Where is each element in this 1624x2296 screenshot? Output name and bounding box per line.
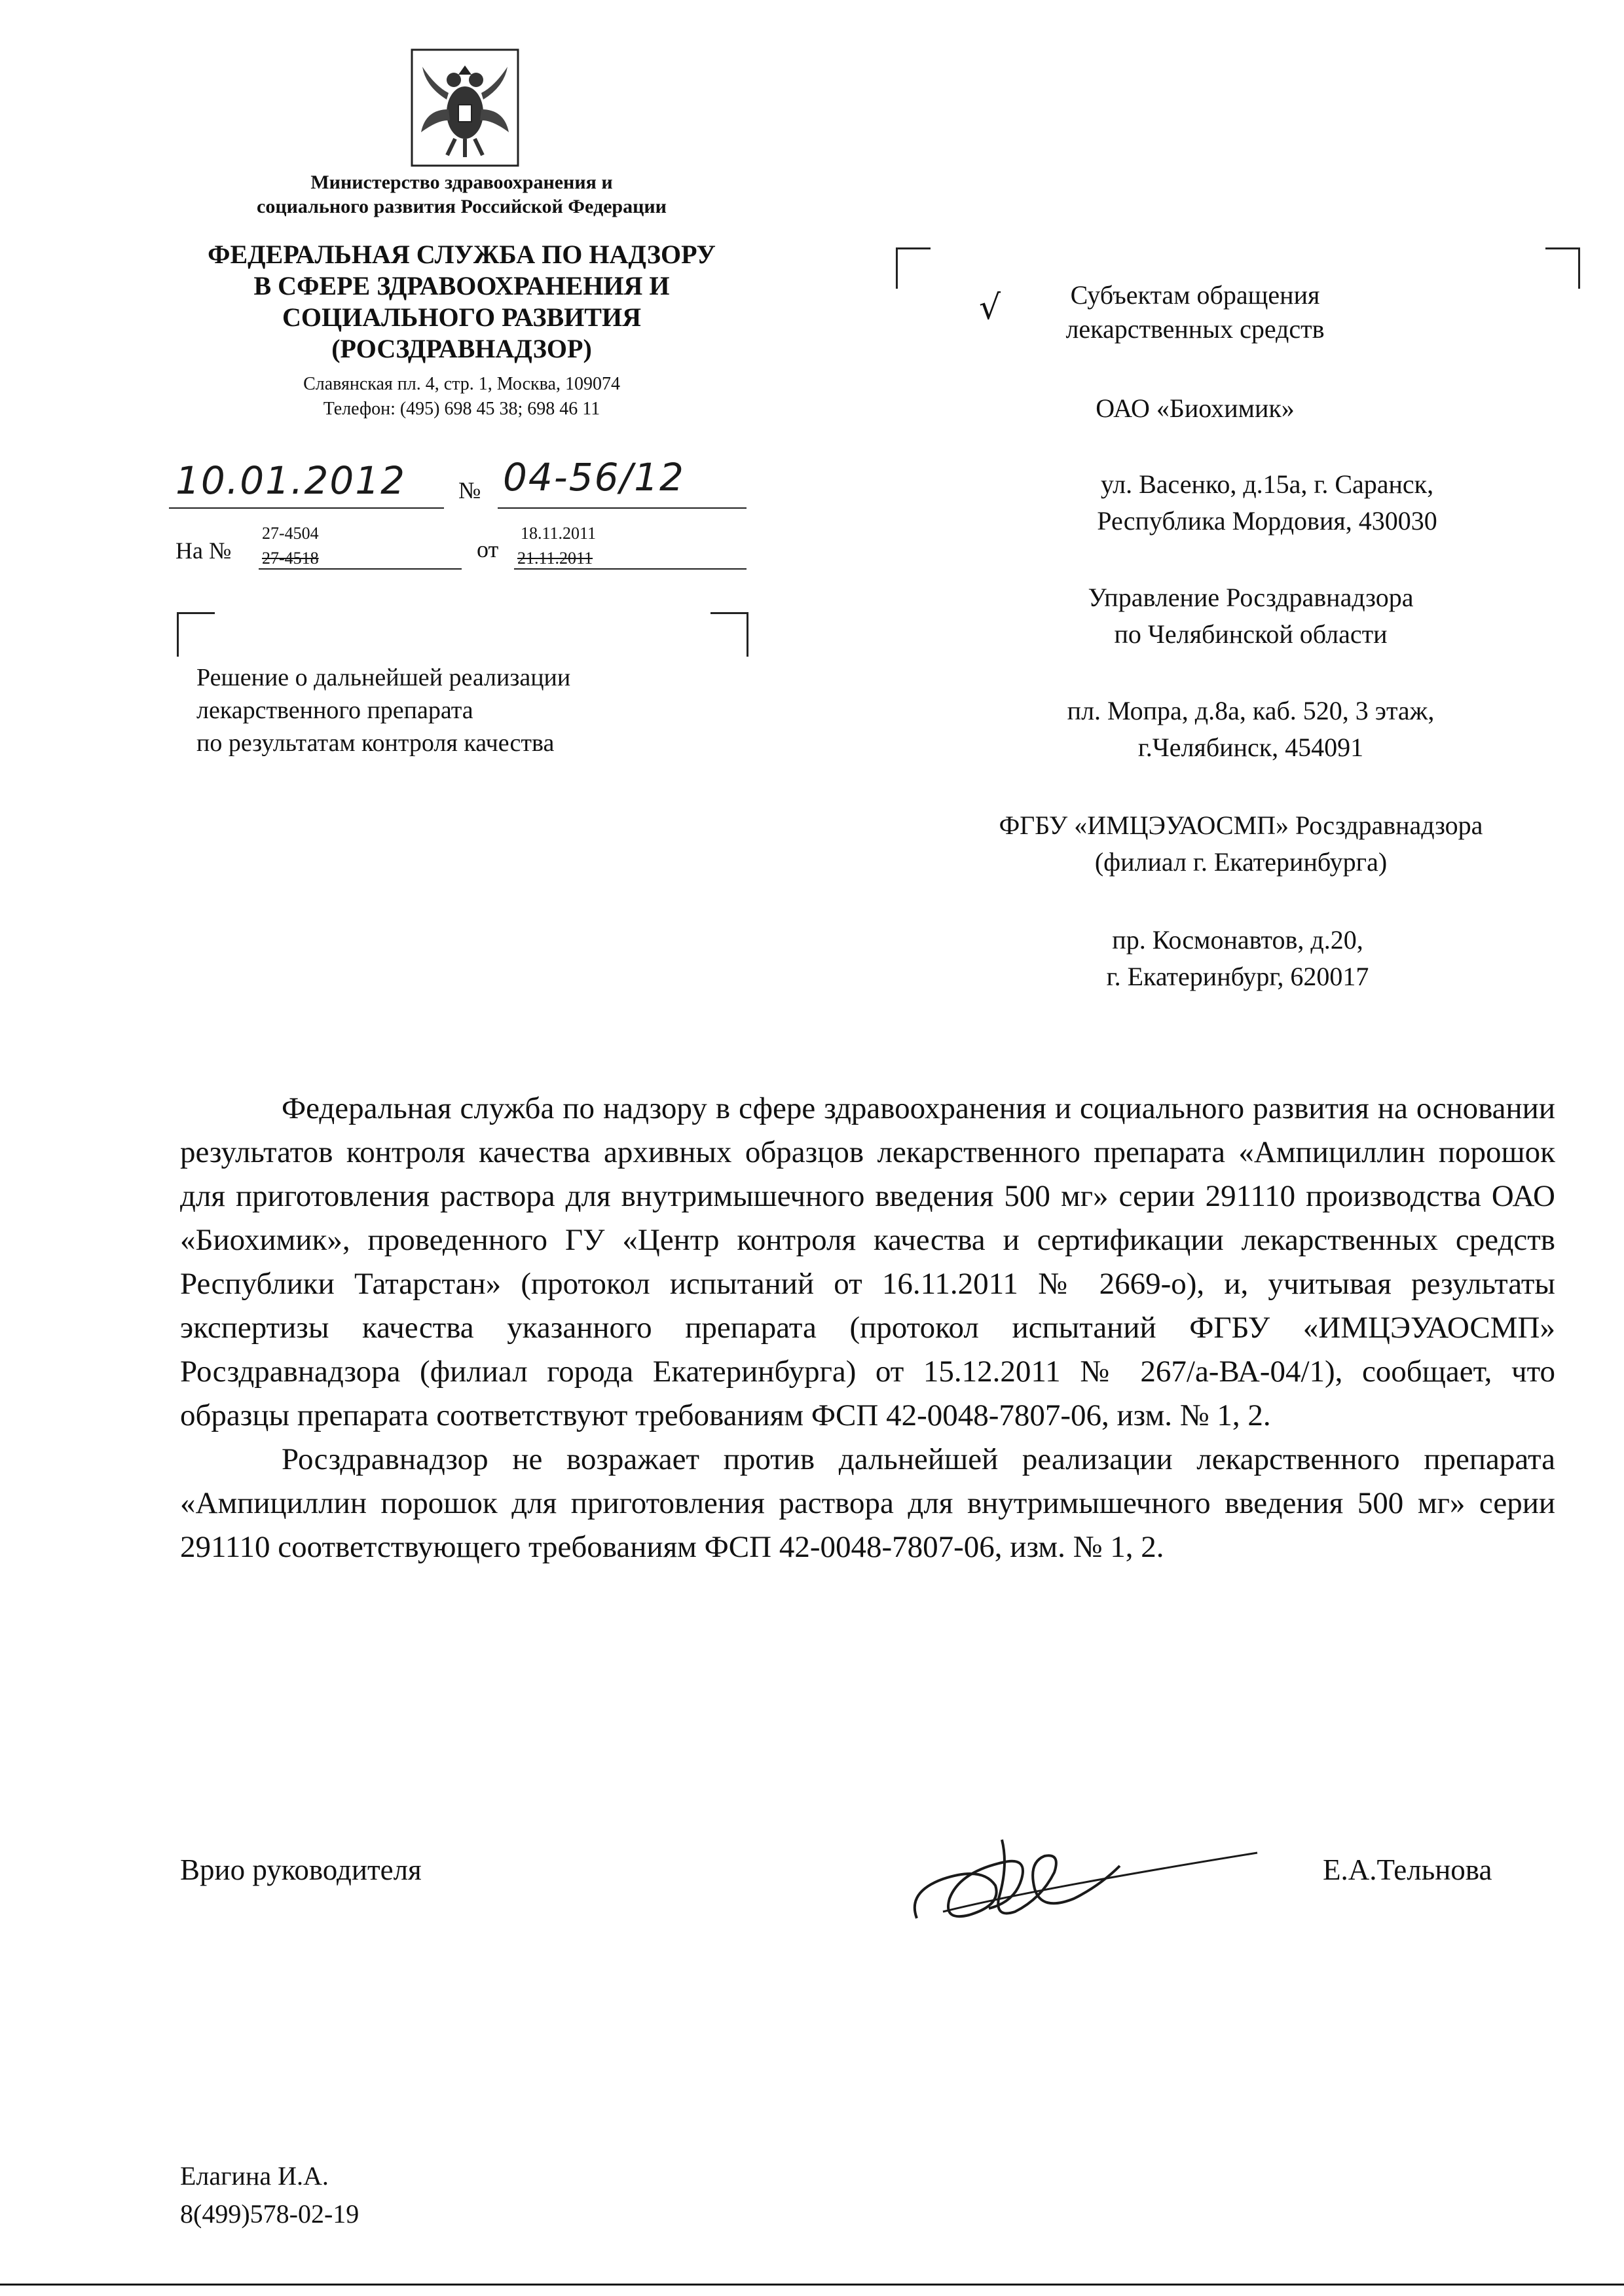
executor-phone: 8(499)578-02-19 <box>180 2199 360 2229</box>
recipient-line: ул. Васенко, д.15а, г. Саранск, <box>1100 469 1434 499</box>
recipient-line: Субъектам обращения <box>1070 280 1320 310</box>
reply-date-new: 18.11.2011 <box>521 524 597 543</box>
coat-of-arms-icon <box>409 47 521 168</box>
subject-line: по результатам контроля качества <box>196 729 555 757</box>
reply-label: На № <box>175 538 232 564</box>
subject-corner-right <box>710 612 748 657</box>
from-label: от <box>477 536 499 562</box>
reply-number-new: 27-4504 <box>262 524 319 543</box>
recipient-institution <box>913 807 1568 881</box>
recipient-line: пл. Мопра, д.8а, каб. 520, 3 этаж, <box>1067 696 1435 725</box>
recipient-corner-left <box>896 247 931 289</box>
agency-line: СОЦИАЛЬНОГО РАЗВИТИЯ <box>282 302 641 332</box>
ministry-line: социального развития Российской Федерации <box>257 196 667 217</box>
registration-date: 10.01.2012 <box>175 458 407 503</box>
body-paragraph: Росздравнадзор не возражает против дальнейшей реализации лекарственного препарата «Ампициллин порошок для приготовления раствора для внутримышечного введения 500 мг» серии 291110 соответствующего требованиям ФСП 42-0048-7807-06, изм. № 1, 2. <box>180 1442 1555 1564</box>
recipient-line: лекарственных средств <box>1065 314 1325 344</box>
recipient-line: пр. Космонавтов, д.20, <box>1112 925 1363 955</box>
recipient-group <box>1022 278 1369 346</box>
number-sign: № <box>458 477 481 503</box>
recipient-corner-right <box>1545 247 1580 289</box>
registration-number: 04-56/12 <box>503 455 685 500</box>
handwritten-signature <box>904 1827 1270 1951</box>
subject-line: лекарственного препарата <box>196 697 473 724</box>
reply-number-old: 27-4518 <box>262 549 319 568</box>
agency-line: ФЕДЕРАЛЬНАЯ СЛУЖБА ПО НАДЗОРУ <box>208 240 716 269</box>
recipient-address <box>1035 922 1441 995</box>
recipient-address <box>1008 466 1526 539</box>
recipient-line: ФГБУ «ИМЦЭУАОСМП» Росздравнадзора <box>999 811 1483 840</box>
agency-line: В СФЕРЕ ЗДРАВООХРАНЕНИЯ И <box>253 271 670 301</box>
executor-info <box>180 2157 359 2233</box>
ministry-name <box>151 170 773 219</box>
body-paragraph: Федеральная служба по надзору в сфере здравоохранения и социального развития на основании результатов контроля качества архивных образцов лекарственного препарата «Ампициллин порошок для приготовления раствора для внутримышечного введения 500 мг» серии 291110 производства ОАО «Биохимик», проведенного ГУ «Центр контроля качества и сертификации лекарственных средств Республики Татарстан» (протокол испытаний от 16.11.2011 № 2669-о), и, учитывая результаты экспертизы качества указанного препарата (протокол испытаний ФГБУ «ИМЦЭУАОСМП» Росздравнадзора (филиал города Екатеринбурга) от 15.12.2011 № 267/а-ВА-04/1), сообщает, что образцы препарата соответствуют требованиям ФСП 42-0048-7807-06, изм. № 1, 2. <box>180 1091 1555 1432</box>
letter-subject <box>196 661 786 759</box>
reply-number-underline <box>259 568 462 570</box>
executor-name: Елагина И.А. <box>180 2161 329 2191</box>
agency-address <box>151 372 773 422</box>
recipient-line: по Челябинской области <box>1114 619 1388 649</box>
agency-line: (РОСЗДРАВНАДЗОР) <box>331 334 592 363</box>
letter-body <box>180 1087 1555 1569</box>
address-line: Телефон: (495) 698 45 38; 698 46 11 <box>323 399 600 419</box>
recipient-line: Республика Мордовия, 430030 <box>1097 506 1437 536</box>
agency-name <box>151 239 773 365</box>
recipient-company <box>1022 393 1369 424</box>
recipient-line: ОАО «Биохимик» <box>1096 393 1295 423</box>
recipient-line: г. Екатеринбург, 620017 <box>1106 962 1369 991</box>
reply-date-old: 21.11.2011 <box>517 549 593 568</box>
address-line: Славянская пл. 4, стр. 1, Москва, 109074 <box>303 374 620 394</box>
subject-corner-left <box>177 612 215 657</box>
recipient-line: г.Челябинск, 454091 <box>1137 733 1364 762</box>
recipient-authority <box>995 579 1506 653</box>
signer-name: Е.А.Тельнова <box>1323 1853 1492 1886</box>
recipient-address <box>982 693 1519 766</box>
subject-line: Решение о дальнейшей реализации <box>196 664 571 691</box>
signer-position: Врио руководителя <box>180 1853 422 1886</box>
recipient-line: (филиал г. Екатеринбурга) <box>1094 847 1388 877</box>
bottom-rule <box>0 2284 1624 2286</box>
number-underline <box>498 507 747 509</box>
recipient-line: Управление Росздравнадзора <box>1088 583 1414 612</box>
date-underline <box>169 507 444 509</box>
check-mark-icon: √ <box>979 288 1001 327</box>
reply-date-underline <box>514 568 747 570</box>
ministry-line: Министерство здравоохранения и <box>310 172 613 193</box>
